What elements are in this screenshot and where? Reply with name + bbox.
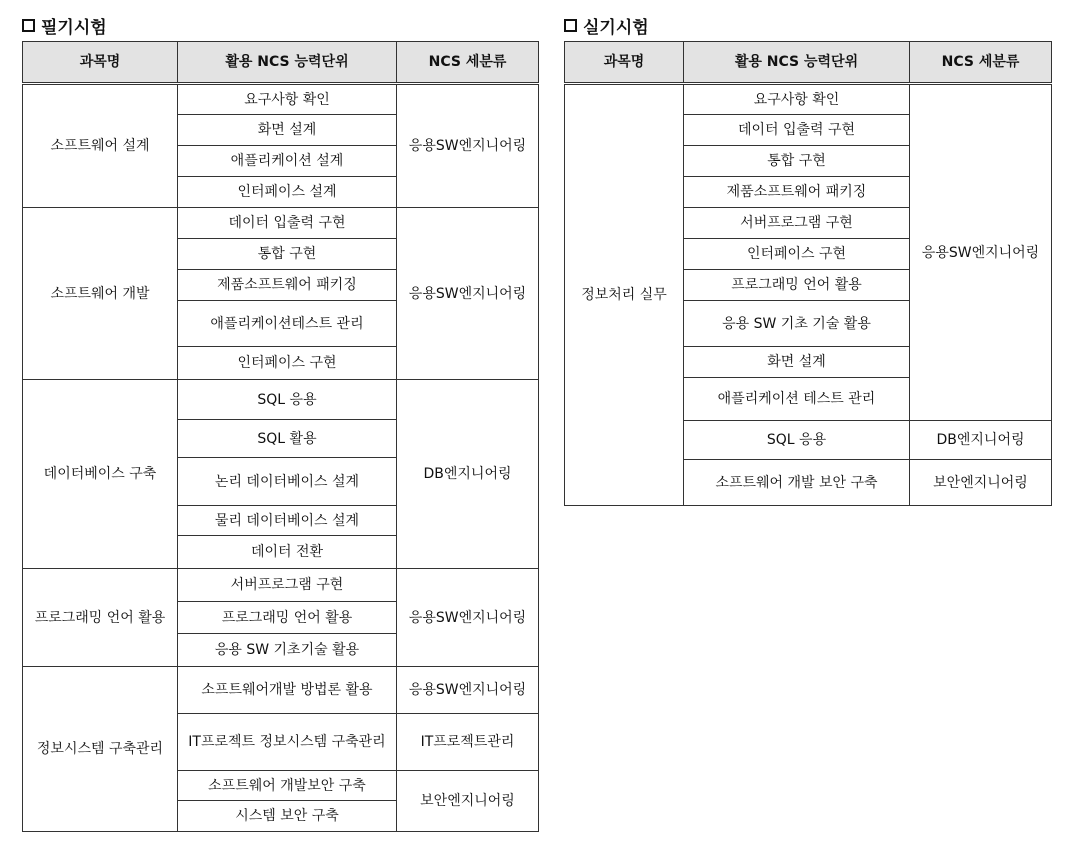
ncs-unit-cell: 화면 설계 [178,115,397,146]
ncs-unit-cell: 소프트웨어개발 방법론 활용 [178,667,397,714]
written-exam-section [22,12,538,832]
header-ncs-unit: 활용 NCS 능력단위 [178,42,397,84]
checkbox-square-icon [22,19,35,32]
ncs-unit-cell: SQL 응용 [684,421,910,460]
table-row [23,569,539,602]
ncs-unit-cell: 인터페이스 구현 [684,239,910,270]
ncs-class-cell: 보안엔지니어링 [397,771,539,832]
ncs-unit-cell: 인터페이스 구현 [178,347,397,380]
practical-table-body [565,84,1052,506]
ncs-unit-cell: 애플리케이션테스트 관리 [178,301,397,347]
header-ncs-class: NCS 세분류 [397,42,539,84]
ncs-class-cell: DB엔지니어링 [397,380,539,569]
ncs-class-cell: 응용SW엔지니어링 [910,84,1052,421]
ncs-class-cell: 응용SW엔지니어링 [397,569,539,667]
written-exam-table [22,41,539,832]
ncs-unit-cell: 요구사항 확인 [684,84,910,115]
ncs-unit-cell: 애플리케이션 설계 [178,146,397,177]
table-row [565,84,1052,115]
table-row [23,84,539,115]
ncs-unit-cell: 데이터 입출력 구현 [684,115,910,146]
subject-name-cell: 소프트웨어 개발 [23,208,178,380]
ncs-unit-cell: 논리 데이터베이스 설계 [178,458,397,506]
ncs-unit-cell: 인터페이스 설계 [178,177,397,208]
subject-name-cell: 정보처리 실무 [565,84,684,506]
practical-exam-section [564,12,1051,506]
header-ncs-class: NCS 세분류 [910,42,1052,84]
subject-name-cell: 소프트웨어 설계 [23,84,178,208]
ncs-class-cell: IT프로젝트관리 [397,714,539,771]
written-table-body [23,84,539,832]
table-row [23,208,539,239]
header-subject: 과목명 [565,42,684,84]
table-header-row [23,42,539,84]
written-exam-title: 필기시험 [41,17,107,38]
ncs-class-cell: DB엔지니어링 [910,421,1052,460]
practical-exam-heading [564,12,1051,38]
table-row [23,667,539,714]
ncs-unit-cell: 서버프로그램 구현 [178,569,397,602]
ncs-class-cell: 응용SW엔지니어링 [397,208,539,380]
ncs-unit-cell: 응용 SW 기초기술 활용 [178,634,397,667]
ncs-unit-cell: 제품소프트웨어 패키징 [178,270,397,301]
ncs-unit-cell: 소프트웨어 개발 보안 구축 [684,460,910,506]
subject-name-cell: 프로그래밍 언어 활용 [23,569,178,667]
subject-name-cell: 정보시스템 구축관리 [23,667,178,832]
ncs-unit-cell: 물리 데이터베이스 설계 [178,506,397,536]
practical-exam-table [564,41,1052,506]
ncs-unit-cell: SQL 응용 [178,380,397,420]
practical-exam-title: 실기시험 [583,17,649,38]
ncs-unit-cell: 화면 설계 [684,347,910,378]
ncs-unit-cell: 서버프로그램 구현 [684,208,910,239]
ncs-class-cell: 보안엔지니어링 [910,460,1052,506]
ncs-unit-cell: 프로그래밍 언어 활용 [684,270,910,301]
ncs-unit-cell: 응용 SW 기초 기술 활용 [684,301,910,347]
ncs-class-cell: 응용SW엔지니어링 [397,667,539,714]
ncs-unit-cell: 통합 구현 [684,146,910,177]
ncs-unit-cell: 프로그래밍 언어 활용 [178,602,397,634]
table-header-row [565,42,1052,84]
ncs-unit-cell: 시스템 보안 구축 [178,801,397,832]
ncs-unit-cell: 소프트웨어 개발보안 구축 [178,771,397,801]
ncs-unit-cell: 통합 구현 [178,239,397,270]
table-row [23,380,539,420]
ncs-unit-cell: 애플리케이션 테스트 관리 [684,378,910,421]
ncs-unit-cell: IT프로젝트 정보시스템 구축관리 [178,714,397,771]
ncs-unit-cell: 제품소프트웨어 패키징 [684,177,910,208]
checkbox-square-icon [564,19,577,32]
written-exam-heading [22,12,538,38]
ncs-class-cell: 응용SW엔지니어링 [397,84,539,208]
ncs-unit-cell: 데이터 입출력 구현 [178,208,397,239]
ncs-unit-cell: 요구사항 확인 [178,84,397,115]
ncs-unit-cell: 데이터 전환 [178,536,397,569]
header-subject: 과목명 [23,42,178,84]
ncs-unit-cell: SQL 활용 [178,420,397,458]
header-ncs-unit: 활용 NCS 능력단위 [684,42,910,84]
subject-name-cell: 데이터베이스 구축 [23,380,178,569]
